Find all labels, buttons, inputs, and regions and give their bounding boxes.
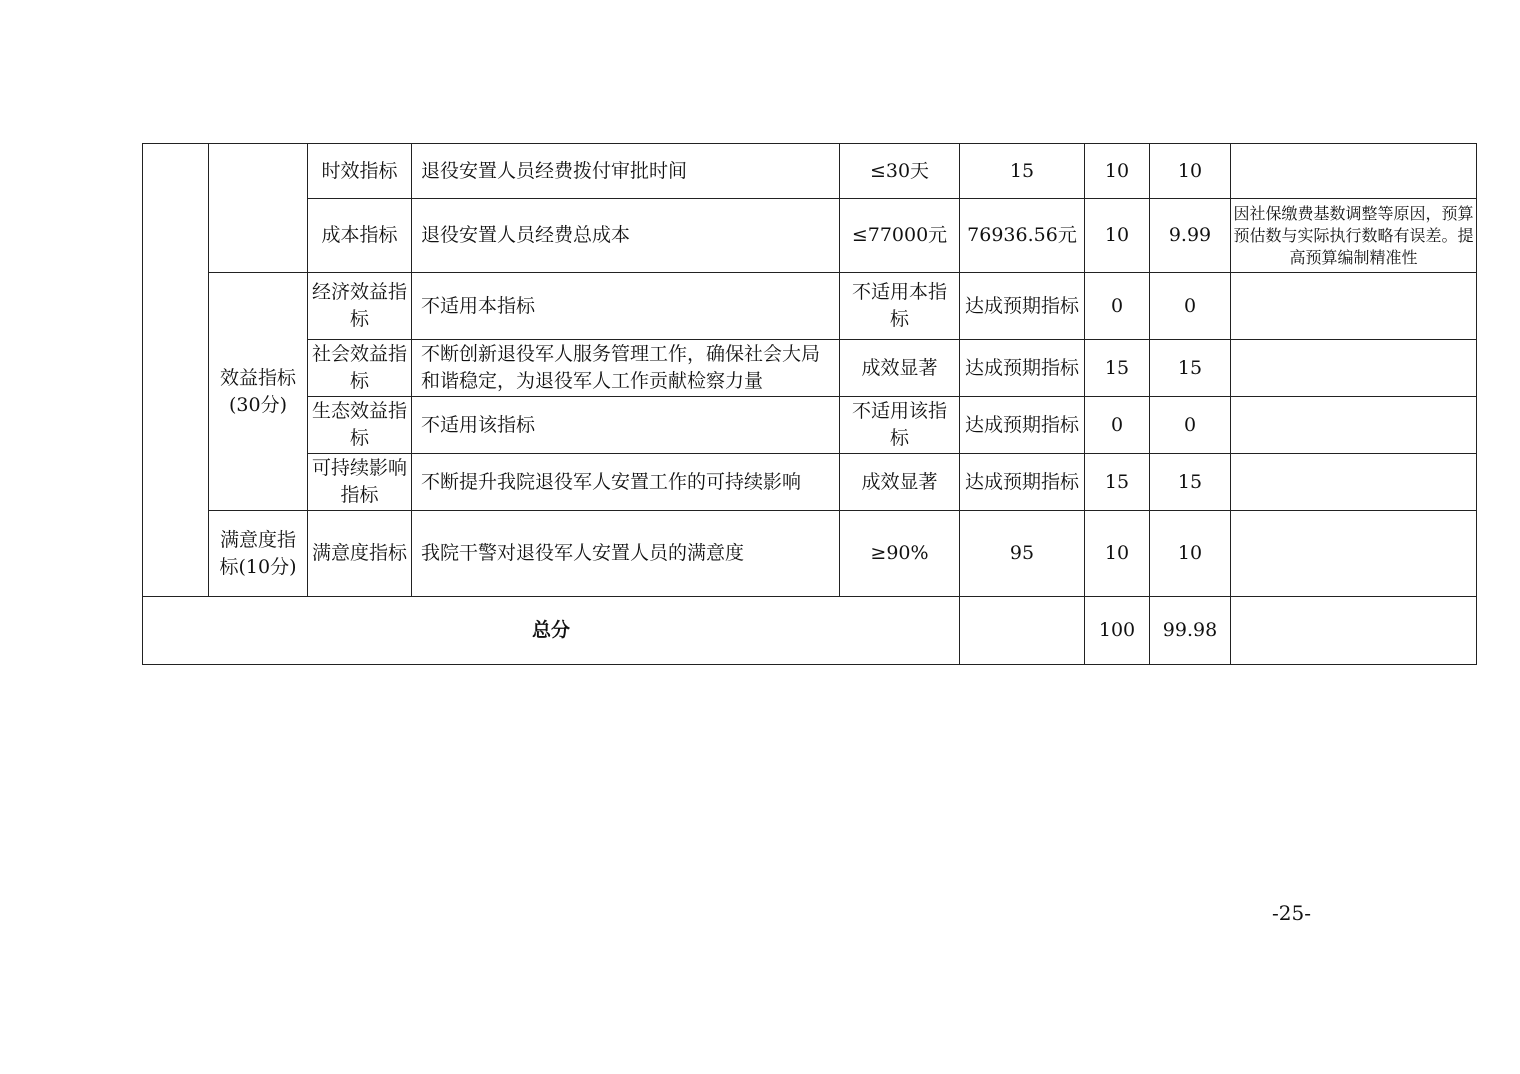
score-value: 0: [1150, 273, 1231, 340]
tertiary-indicator: 生态效益指标: [308, 397, 412, 454]
actual-value: 95: [960, 511, 1085, 597]
score-value: 9.99: [1150, 199, 1231, 273]
target-value: ≥90%: [840, 511, 960, 597]
note-cell: [1231, 397, 1477, 454]
table-row: [143, 397, 1477, 454]
target-value: 不适用本指标: [840, 273, 960, 340]
performance-table: [142, 143, 1477, 597]
note-cell: 因社保缴费基数调整等原因，预算预估数与实际执行数略有误差。提高预算编制精准性: [1231, 199, 1477, 273]
target-value: 成效显著: [840, 454, 960, 511]
weight-value: 0: [1085, 273, 1150, 340]
weight-value: 10: [1085, 511, 1150, 597]
benefit-indicator-group: 效益指标(30分): [209, 273, 308, 511]
score-value: 10: [1150, 511, 1231, 597]
score-value: 15: [1150, 340, 1231, 397]
satisfaction-indicator-group: 满意度指标(10分): [209, 511, 308, 597]
total-actual: [960, 597, 1085, 665]
note-cell: [1231, 144, 1477, 199]
note-cell: [1231, 454, 1477, 511]
score-value: 10: [1150, 144, 1231, 199]
indicator-content: 不断提升我院退役军人安置工作的可持续影响: [412, 454, 840, 511]
target-value: 不适用该指标: [840, 397, 960, 454]
weight-value: 15: [1085, 454, 1150, 511]
table-row: [143, 144, 1477, 199]
total-weight: 100: [1085, 597, 1150, 665]
second-level-indicator-cell: [209, 144, 308, 273]
table-row: [143, 454, 1477, 511]
tertiary-indicator: 成本指标: [308, 199, 412, 273]
indicator-content: 不适用该指标: [412, 397, 840, 454]
indicator-content: 不适用本指标: [412, 273, 840, 340]
target-value: 成效显著: [840, 340, 960, 397]
table-row: [143, 340, 1477, 397]
target-value: ≤77000元: [840, 199, 960, 273]
indicator-content: 不断创新退役军人服务管理工作，确保社会大局和谐稳定，为退役军人工作贡献检察力量: [412, 340, 840, 397]
tertiary-indicator: 可持续影响指标: [308, 454, 412, 511]
score-value: 15: [1150, 454, 1231, 511]
note-cell: [1231, 340, 1477, 397]
weight-value: 10: [1085, 144, 1150, 199]
weight-value: 0: [1085, 397, 1150, 454]
total-label: 总分: [143, 597, 960, 665]
note-cell: [1231, 273, 1477, 340]
weight-value: 15: [1085, 340, 1150, 397]
total-table: [142, 596, 1477, 665]
table-row: [143, 199, 1477, 273]
total-score: 99.98: [1150, 597, 1231, 665]
actual-value: 达成预期指标: [960, 340, 1085, 397]
tertiary-indicator: 经济效益指标: [308, 273, 412, 340]
actual-value: 达成预期指标: [960, 397, 1085, 454]
page-number: -25-: [1272, 901, 1311, 925]
total-row: [143, 597, 1477, 665]
first-level-indicator-cell: [143, 144, 209, 597]
actual-value: 15: [960, 144, 1085, 199]
tertiary-indicator: 社会效益指标: [308, 340, 412, 397]
actual-value: 达成预期指标: [960, 454, 1085, 511]
table-row: [143, 511, 1477, 597]
actual-value: 达成预期指标: [960, 273, 1085, 340]
indicator-content: 退役安置人员经费总成本: [412, 199, 840, 273]
score-value: 0: [1150, 397, 1231, 454]
weight-value: 10: [1085, 199, 1150, 273]
target-value: ≤30天: [840, 144, 960, 199]
tertiary-indicator: 满意度指标: [308, 511, 412, 597]
total-note: [1231, 597, 1477, 665]
indicator-content: 退役安置人员经费拨付审批时间: [412, 144, 840, 199]
note-cell: [1231, 511, 1477, 597]
actual-value: 76936.56元: [960, 199, 1085, 273]
indicator-content: 我院干警对退役军人安置人员的满意度: [412, 511, 840, 597]
table-row: [143, 273, 1477, 340]
tertiary-indicator: 时效指标: [308, 144, 412, 199]
